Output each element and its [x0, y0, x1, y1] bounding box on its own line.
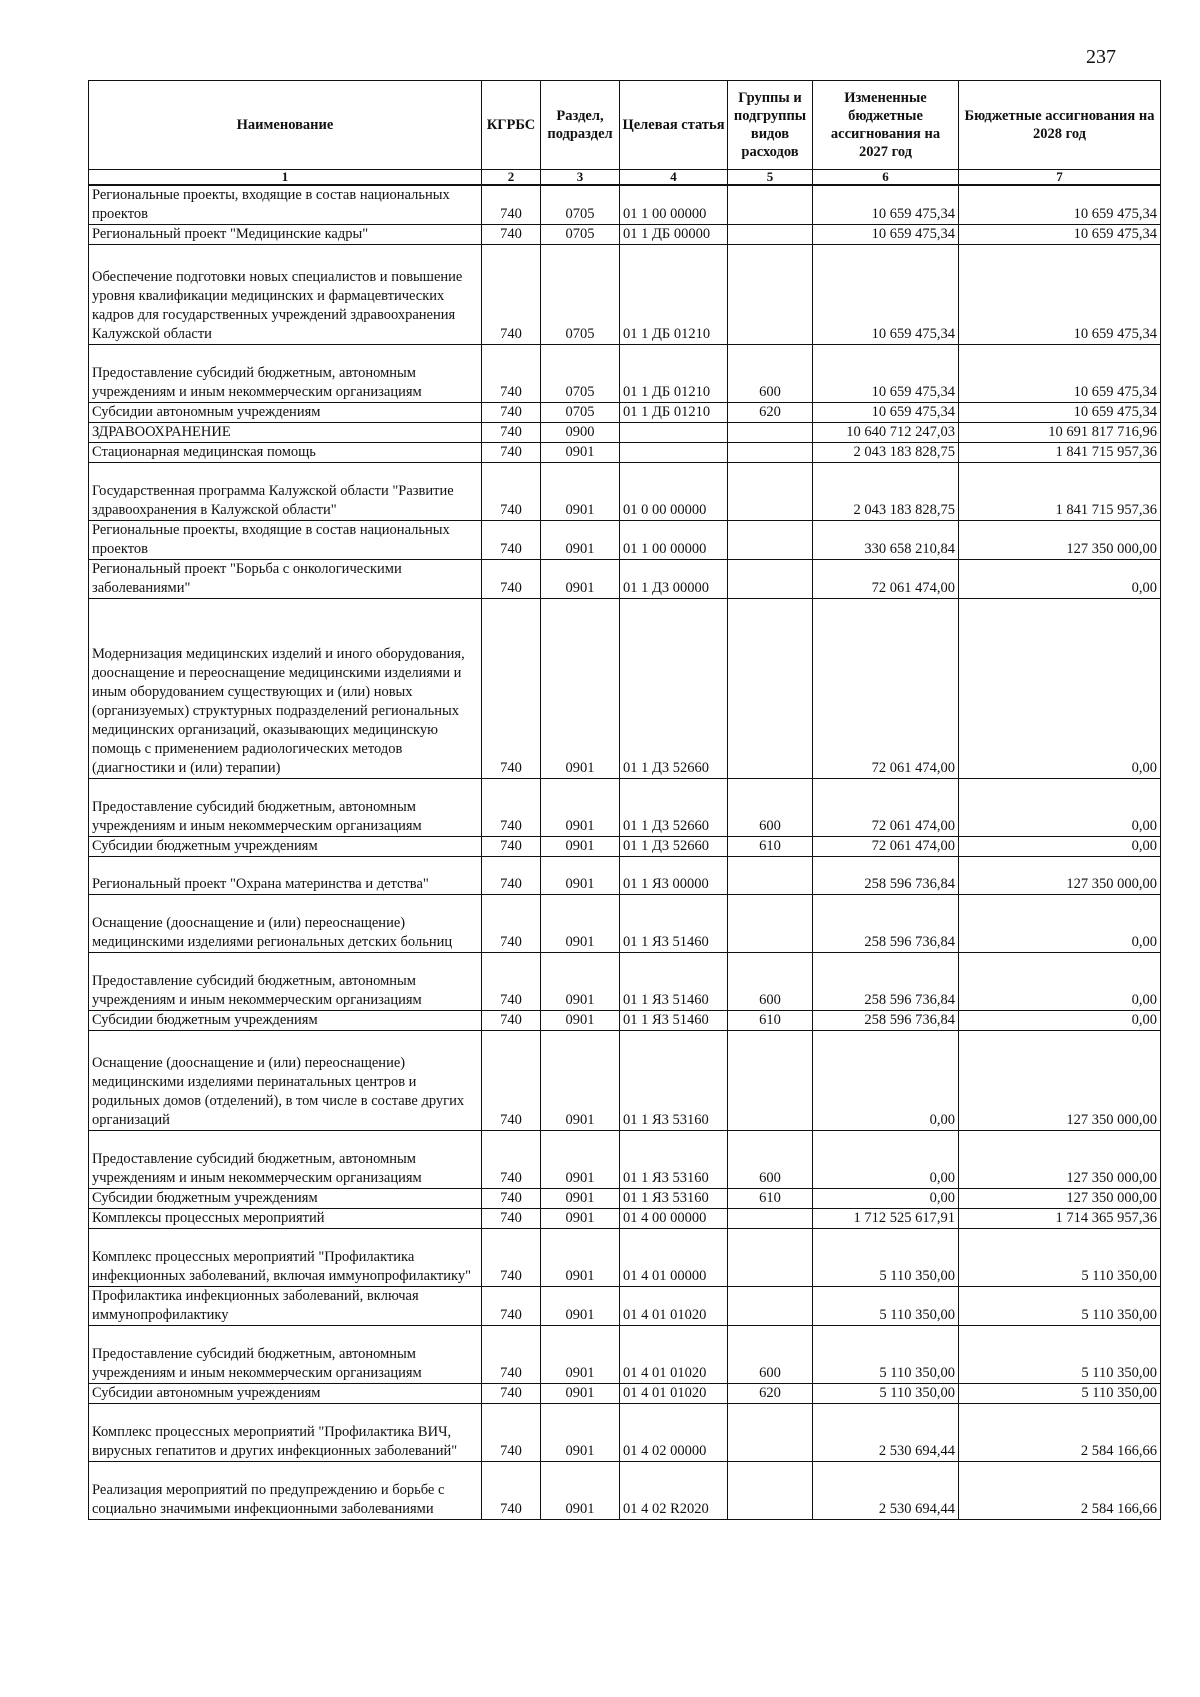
cell-name: Региональный проект "Борьба с онкологическими заболеваниями": [89, 560, 482, 599]
cell-name: Субсидии бюджетным учреждениям: [89, 1011, 482, 1031]
cell-target: 01 1 ДБ 01210: [620, 345, 728, 403]
cell-2028: 10 659 475,34: [959, 225, 1161, 245]
cell-2028: 1 841 715 957,36: [959, 443, 1161, 463]
cell-target: 01 4 01 00000: [620, 1229, 728, 1287]
cell-group: [728, 1229, 813, 1287]
cell-section: 0901: [541, 1384, 620, 1404]
header-section: Раздел, подраздел: [541, 81, 620, 170]
cell-section: 0901: [541, 953, 620, 1011]
cell-2027: 0,00: [813, 1131, 959, 1189]
cell-target: 01 1 ДБ 01210: [620, 245, 728, 345]
cell-kgrbs: 740: [482, 345, 541, 403]
cell-kgrbs: 740: [482, 560, 541, 599]
cell-target: 01 4 02 R2020: [620, 1462, 728, 1520]
cell-section: 0901: [541, 1011, 620, 1031]
cell-section: 0901: [541, 837, 620, 857]
cell-group: [728, 443, 813, 463]
page-number: 237: [1086, 46, 1116, 68]
cell-2028: 2 584 166,66: [959, 1404, 1161, 1462]
cell-group: [728, 225, 813, 245]
cell-2027: 10 659 475,34: [813, 185, 959, 225]
cell-group: 600: [728, 953, 813, 1011]
cell-2028: 10 659 475,34: [959, 403, 1161, 423]
table-row: [89, 1031, 1161, 1131]
cell-section: 0901: [541, 1209, 620, 1229]
table-row: [89, 403, 1161, 423]
cell-group: 600: [728, 779, 813, 837]
cell-2028: 127 350 000,00: [959, 521, 1161, 560]
cell-kgrbs: 740: [482, 837, 541, 857]
cell-kgrbs: 740: [482, 1131, 541, 1189]
cell-name: Модернизация медицинских изделий и иного оборудования, дооснащение и переоснащение медицинскими изделиями и иным оборудованием существующих и (или) новых (организуемых) структурных подразделений региональных медицинских организаций, оказывающих медицинскую помощь с применением радиологических методов (диагностики и (или) терапии): [89, 599, 482, 779]
cell-group: [728, 463, 813, 521]
cell-2027: 258 596 736,84: [813, 953, 959, 1011]
cell-kgrbs: 740: [482, 857, 541, 895]
cell-2027: 2 530 694,44: [813, 1404, 959, 1462]
cell-kgrbs: 740: [482, 443, 541, 463]
cell-section: 0901: [541, 1131, 620, 1189]
cell-kgrbs: 740: [482, 423, 541, 443]
cell-group: [728, 521, 813, 560]
cell-kgrbs: 740: [482, 521, 541, 560]
cell-2028: 0,00: [959, 1011, 1161, 1031]
header-row: [89, 81, 1161, 170]
cell-2027: 72 061 474,00: [813, 599, 959, 779]
cell-kgrbs: 740: [482, 1011, 541, 1031]
cell-name: Предоставление субсидий бюджетным, автономным учреждениям и иным некоммерческим организациям: [89, 345, 482, 403]
header-groups: Группы и подгруппы видов расходов: [728, 81, 813, 170]
column-number: 6: [813, 170, 959, 186]
cell-target: 01 1 Д3 52660: [620, 837, 728, 857]
cell-2028: 10 659 475,34: [959, 245, 1161, 345]
cell-section: 0901: [541, 1404, 620, 1462]
cell-kgrbs: 740: [482, 1229, 541, 1287]
cell-target: 01 1 Д3 52660: [620, 599, 728, 779]
cell-name: Субсидии автономным учреждениям: [89, 403, 482, 423]
header-kgrbs: КГРБС: [482, 81, 541, 170]
cell-target: 01 1 ДБ 01210: [620, 403, 728, 423]
cell-group: 620: [728, 1384, 813, 1404]
table-row: [89, 1462, 1161, 1520]
table-row: [89, 599, 1161, 779]
cell-kgrbs: 740: [482, 1384, 541, 1404]
cell-2027: 10 659 475,34: [813, 345, 959, 403]
cell-2027: 72 061 474,00: [813, 837, 959, 857]
table-row: [89, 345, 1161, 403]
cell-2027: 5 110 350,00: [813, 1326, 959, 1384]
cell-target: 01 4 01 01020: [620, 1326, 728, 1384]
table-row: [89, 463, 1161, 521]
header-2027: Измененные бюджетные ассигнования на 2027 год: [813, 81, 959, 170]
cell-kgrbs: 740: [482, 953, 541, 1011]
cell-target: 01 1 00 00000: [620, 521, 728, 560]
cell-section: 0705: [541, 403, 620, 423]
cell-kgrbs: 740: [482, 1287, 541, 1326]
cell-section: 0901: [541, 895, 620, 953]
cell-section: 0901: [541, 1189, 620, 1209]
cell-name: Стационарная медицинская помощь: [89, 443, 482, 463]
cell-section: 0900: [541, 423, 620, 443]
cell-group: [728, 599, 813, 779]
table-row: [89, 1131, 1161, 1189]
cell-section: 0901: [541, 1229, 620, 1287]
table-row: [89, 1326, 1161, 1384]
cell-2027: 1 712 525 617,91: [813, 1209, 959, 1229]
cell-name: Субсидии бюджетным учреждениям: [89, 837, 482, 857]
header-target: Целевая статья: [620, 81, 728, 170]
cell-2028: 5 110 350,00: [959, 1287, 1161, 1326]
cell-target: 01 1 ДБ 00000: [620, 225, 728, 245]
cell-2027: 2 043 183 828,75: [813, 463, 959, 521]
cell-2027: 2 043 183 828,75: [813, 443, 959, 463]
cell-kgrbs: 740: [482, 599, 541, 779]
cell-target: 01 4 01 01020: [620, 1287, 728, 1326]
cell-2027: 5 110 350,00: [813, 1384, 959, 1404]
cell-group: 610: [728, 837, 813, 857]
cell-name: Региональный проект "Медицинские кадры": [89, 225, 482, 245]
cell-2027: 10 640 712 247,03: [813, 423, 959, 443]
cell-2027: 258 596 736,84: [813, 1011, 959, 1031]
cell-section: 0901: [541, 463, 620, 521]
cell-group: [728, 1404, 813, 1462]
cell-section: 0901: [541, 560, 620, 599]
cell-section: 0901: [541, 1462, 620, 1520]
cell-group: 620: [728, 403, 813, 423]
cell-name: Оснащение (дооснащение и (или) переоснащение) медицинскими изделиями перинатальных центров и родильных домов (отделений), в том числе в составе других организаций: [89, 1031, 482, 1131]
table-row: [89, 1287, 1161, 1326]
cell-2028: 127 350 000,00: [959, 857, 1161, 895]
cell-2028: 10 691 817 716,96: [959, 423, 1161, 443]
table-row: [89, 225, 1161, 245]
table-row: [89, 779, 1161, 837]
cell-target: 01 1 Д3 00000: [620, 560, 728, 599]
cell-group: 610: [728, 1189, 813, 1209]
cell-2028: 127 350 000,00: [959, 1031, 1161, 1131]
table-row: [89, 1209, 1161, 1229]
cell-2027: 10 659 475,34: [813, 225, 959, 245]
cell-2027: 258 596 736,84: [813, 857, 959, 895]
cell-kgrbs: 740: [482, 245, 541, 345]
cell-name: Региональные проекты, входящие в состав национальных проектов: [89, 185, 482, 225]
table-row: [89, 1011, 1161, 1031]
cell-group: [728, 1462, 813, 1520]
cell-section: 0901: [541, 779, 620, 837]
cell-kgrbs: 740: [482, 1326, 541, 1384]
cell-name: Комплекс процессных мероприятий "Профилактика инфекционных заболеваний, включая иммунопрофилактику": [89, 1229, 482, 1287]
cell-2028: 1 714 365 957,36: [959, 1209, 1161, 1229]
table-row: [89, 560, 1161, 599]
cell-name: Комплексы процессных мероприятий: [89, 1209, 482, 1229]
cell-2028: 10 659 475,34: [959, 345, 1161, 403]
cell-2027: 0,00: [813, 1189, 959, 1209]
cell-target: 01 1 Я3 51460: [620, 953, 728, 1011]
cell-name: Реализация мероприятий по предупреждению и борьбе с социально значимыми инфекционными заболеваниями: [89, 1462, 482, 1520]
cell-name: Предоставление субсидий бюджетным, автономным учреждениям и иным некоммерческим организациям: [89, 1326, 482, 1384]
table-row: [89, 953, 1161, 1011]
cell-2027: 10 659 475,34: [813, 403, 959, 423]
header-2028: Бюджетные ассигнования на 2028 год: [959, 81, 1161, 170]
cell-kgrbs: 740: [482, 1209, 541, 1229]
cell-target: 01 1 Я3 51460: [620, 1011, 728, 1031]
cell-target: 01 4 02 00000: [620, 1404, 728, 1462]
cell-2028: 0,00: [959, 895, 1161, 953]
cell-2028: 0,00: [959, 599, 1161, 779]
cell-name: Субсидии бюджетным учреждениям: [89, 1189, 482, 1209]
cell-kgrbs: 740: [482, 895, 541, 953]
cell-name: Обеспечение подготовки новых специалистов и повышение уровня квалификации медицинских и фармацевтических кадров для государственных учреждений здравоохранения Калужской области: [89, 245, 482, 345]
cell-kgrbs: 740: [482, 185, 541, 225]
cell-name: Региональные проекты, входящие в состав национальных проектов: [89, 521, 482, 560]
cell-target: 01 1 Я3 53160: [620, 1131, 728, 1189]
cell-2028: 0,00: [959, 560, 1161, 599]
table-row: [89, 443, 1161, 463]
cell-name: Региональный проект "Охрана материнства и детства": [89, 857, 482, 895]
cell-target: 01 1 00 00000: [620, 185, 728, 225]
column-number: 7: [959, 170, 1161, 186]
table-row: [89, 185, 1161, 225]
cell-kgrbs: 740: [482, 779, 541, 837]
cell-kgrbs: 740: [482, 1031, 541, 1131]
cell-group: [728, 560, 813, 599]
cell-2028: 127 350 000,00: [959, 1131, 1161, 1189]
cell-section: 0901: [541, 521, 620, 560]
cell-target: 01 1 Я3 00000: [620, 857, 728, 895]
cell-2027: 72 061 474,00: [813, 779, 959, 837]
cell-2028: 5 110 350,00: [959, 1384, 1161, 1404]
column-number: 3: [541, 170, 620, 186]
cell-group: 600: [728, 1131, 813, 1189]
table-row: [89, 1229, 1161, 1287]
cell-section: 0901: [541, 1326, 620, 1384]
cell-section: 0705: [541, 225, 620, 245]
budget-table: [88, 80, 1161, 1520]
cell-2027: 5 110 350,00: [813, 1229, 959, 1287]
table-row: [89, 245, 1161, 345]
cell-2027: 2 530 694,44: [813, 1462, 959, 1520]
cell-kgrbs: 740: [482, 225, 541, 245]
cell-name: Предоставление субсидий бюджетным, автономным учреждениям и иным некоммерческим организациям: [89, 779, 482, 837]
cell-group: 610: [728, 1011, 813, 1031]
cell-group: [728, 423, 813, 443]
cell-group: [728, 185, 813, 225]
cell-name: Комплекс процессных мероприятий "Профилактика ВИЧ, вирусных гепатитов и других инфекционных заболеваний": [89, 1404, 482, 1462]
cell-target: [620, 423, 728, 443]
header-name: Наименование: [89, 81, 482, 170]
cell-target: 01 1 Д3 52660: [620, 779, 728, 837]
cell-2027: 10 659 475,34: [813, 245, 959, 345]
cell-2028: 5 110 350,00: [959, 1229, 1161, 1287]
column-number: 5: [728, 170, 813, 186]
cell-section: 0901: [541, 1287, 620, 1326]
cell-2028: 1 841 715 957,36: [959, 463, 1161, 521]
cell-target: 01 0 00 00000: [620, 463, 728, 521]
cell-section: 0901: [541, 443, 620, 463]
cell-2028: 127 350 000,00: [959, 1189, 1161, 1209]
cell-name: Оснащение (дооснащение и (или) переоснащение) медицинскими изделиями региональных детских больниц: [89, 895, 482, 953]
cell-2028: 0,00: [959, 953, 1161, 1011]
cell-2028: 5 110 350,00: [959, 1326, 1161, 1384]
table-row: [89, 521, 1161, 560]
cell-2027: 5 110 350,00: [813, 1287, 959, 1326]
cell-kgrbs: 740: [482, 1189, 541, 1209]
cell-section: 0901: [541, 599, 620, 779]
cell-name: Профилактика инфекционных заболеваний, включая иммунопрофилактику: [89, 1287, 482, 1326]
cell-section: 0705: [541, 185, 620, 225]
table-row: [89, 837, 1161, 857]
cell-target: 01 4 00 00000: [620, 1209, 728, 1229]
cell-2027: 0,00: [813, 1031, 959, 1131]
cell-2028: 10 659 475,34: [959, 185, 1161, 225]
cell-target: 01 1 Я3 53160: [620, 1189, 728, 1209]
cell-kgrbs: 740: [482, 1462, 541, 1520]
cell-2028: 0,00: [959, 837, 1161, 857]
cell-target: [620, 443, 728, 463]
cell-group: [728, 1287, 813, 1326]
cell-kgrbs: 740: [482, 1404, 541, 1462]
cell-group: [728, 1209, 813, 1229]
cell-2027: 258 596 736,84: [813, 895, 959, 953]
cell-kgrbs: 740: [482, 403, 541, 423]
table-row: [89, 423, 1161, 443]
table-row: [89, 857, 1161, 895]
cell-section: 0705: [541, 345, 620, 403]
column-number: 4: [620, 170, 728, 186]
cell-2027: 330 658 210,84: [813, 521, 959, 560]
cell-group: [728, 895, 813, 953]
cell-section: 0901: [541, 1031, 620, 1131]
column-number-row: [89, 170, 1161, 186]
cell-target: 01 1 Я3 51460: [620, 895, 728, 953]
table-row: [89, 1404, 1161, 1462]
cell-2027: 72 061 474,00: [813, 560, 959, 599]
cell-group: [728, 1031, 813, 1131]
column-number: 1: [89, 170, 482, 186]
cell-name: Государственная программа Калужской области "Развитие здравоохранения в Калужской области": [89, 463, 482, 521]
table-row: [89, 1384, 1161, 1404]
column-number: 2: [482, 170, 541, 186]
cell-group: [728, 245, 813, 345]
table-row: [89, 1189, 1161, 1209]
cell-target: 01 1 Я3 53160: [620, 1031, 728, 1131]
cell-group: 600: [728, 1326, 813, 1384]
cell-section: 0901: [541, 857, 620, 895]
cell-group: [728, 857, 813, 895]
table-row: [89, 895, 1161, 953]
cell-group: 600: [728, 345, 813, 403]
cell-target: 01 4 01 01020: [620, 1384, 728, 1404]
cell-name: Субсидии автономным учреждениям: [89, 1384, 482, 1404]
cell-name: ЗДРАВООХРАНЕНИЕ: [89, 423, 482, 443]
cell-name: Предоставление субсидий бюджетным, автономным учреждениям и иным некоммерческим организациям: [89, 1131, 482, 1189]
cell-2028: 2 584 166,66: [959, 1462, 1161, 1520]
cell-name: Предоставление субсидий бюджетным, автономным учреждениям и иным некоммерческим организациям: [89, 953, 482, 1011]
cell-section: 0705: [541, 245, 620, 345]
cell-kgrbs: 740: [482, 463, 541, 521]
cell-2028: 0,00: [959, 779, 1161, 837]
